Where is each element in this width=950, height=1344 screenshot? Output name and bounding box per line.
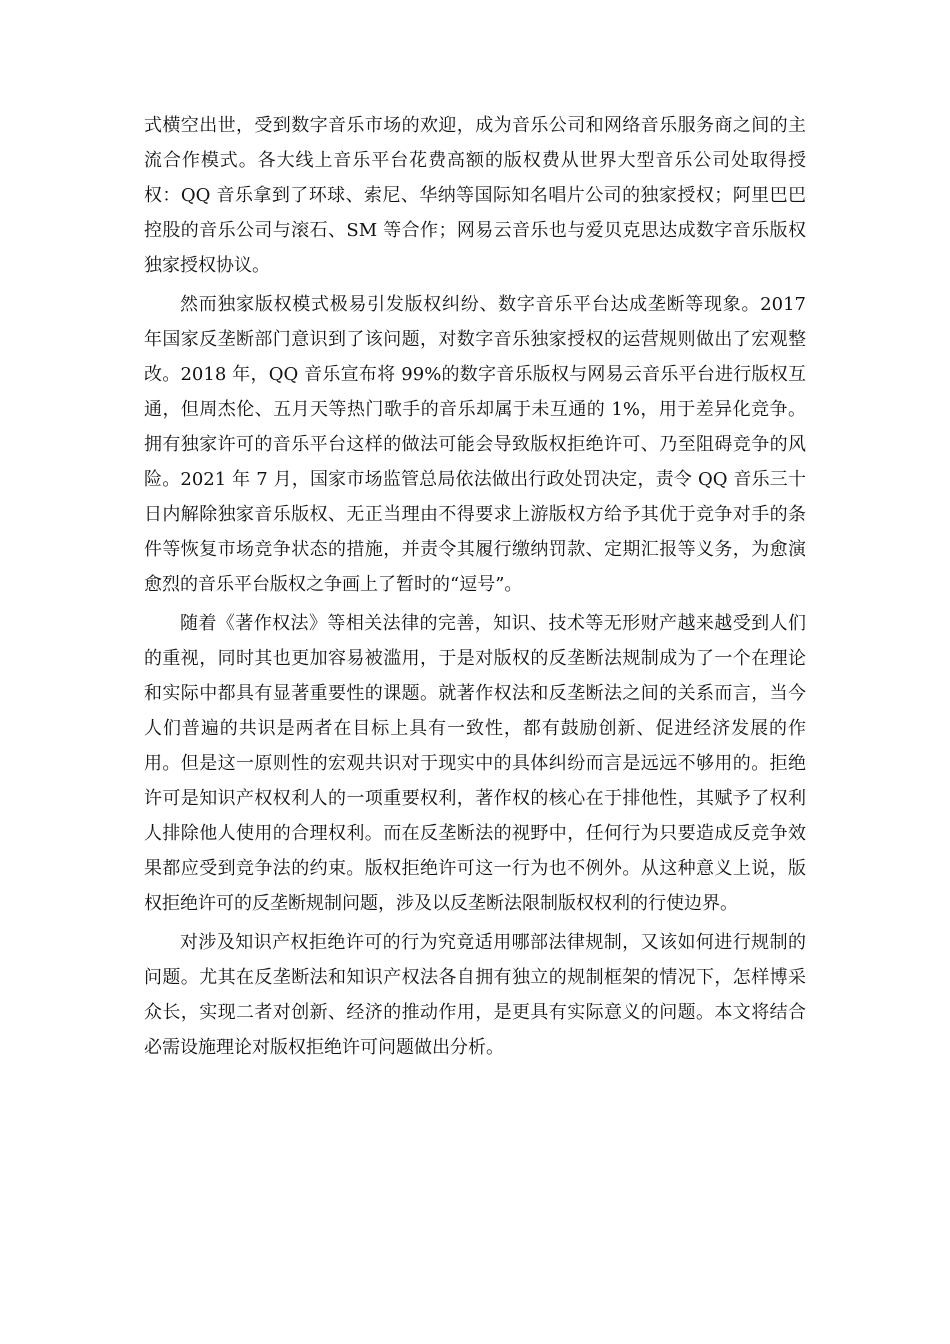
paragraph-refusal-to-license: 对涉及知识产权拒绝许可的行为究竟适用哪部法律规制，又该如何进行规制的问题。尤其在反垄断法和知识产权法各自拥有独立的规制框架的情况下，怎样博采众长，实现二者对创新、经济的推动作用，是更具有实际意义的问题。本文将结合必需设施理论对版权拒绝许可问题做出分析。 bbox=[144, 932, 806, 1058]
paragraph-exclusive-copyright: 然而独家版权模式极易引发版权纠纷、数字音乐平台达成垄断等现象。2017 年国家反垄断部门意识到了该问题，对数字音乐独家授权的运营规则做出了宏观整改。2018 年，QQ 音乐宣布将 99%的数字音乐版权与网易云音乐平台进行版权互通，但周杰伦、五月天等热门歌手的音乐却属于未互通的 1%，用于差异化竞争。拥有独家许可的音乐平台这样的做法可能会导致版权拒绝许可、乃至阻碍竞争的风险。2021 年 7 月，国家市场监管总局依法做出行政处罚决定，责令 QQ 音乐三十日内解除独家音乐版权、无正当理由不得要求上游版权方给予其优于竞争对手的条件等恢复市场竞争状态的措施，并责令其履行缴纳罚款、定期汇报等义务，为愈演愈烈的音乐平台版权之争画上了暂时的“逗号”。 bbox=[144, 294, 806, 595]
paragraph-copyright-law: 随着《著作权法》等相关法律的完善，知识、技术等无形财产越来越受到人们的重视，同时其也更加容易被滥用，于是对版权的反垄断法规制成为了一个在理论和实际中都具有显著重要性的课题。就著作权法和反垄断法之间的关系而言，当今人们普遍的共识是两者在目标上具有一致性，都有鼓励创新、促进经济发展的作用。但是这一原则性的宏观共识对于现实中的具体纠纷而言是远远不够用的。拒绝许可是知识产权权利人的一项重要权利，著作权的核心在于排他性，其赋予了权利人排除他人使用的合理权利。而在反垄断法的视野中，任何行为只要造成反竞争效果都应受到竞争法的约束。版权拒绝许可这一行为也不例外。从这种意义上说，版权拒绝许可的反垄断规制问题，涉及以反垄断法限制版权权利的行使边界。 bbox=[144, 613, 806, 914]
document-page bbox=[144, 108, 806, 1065]
paragraph-continued: 式横空出世，受到数字音乐市场的欢迎，成为音乐公司和网络音乐服务商之间的主流合作模式。各大线上音乐平台花费高额的版权费从世界大型音乐公司处取得授权：QQ 音乐拿到了环球、索尼、华纳等国际知名唱片公司的独家授权；阿里巴巴控股的音乐公司与滚石、SM 等合作；网易云音乐也与爱贝克思达成数字音乐版权独家授权协议。 bbox=[144, 115, 806, 276]
